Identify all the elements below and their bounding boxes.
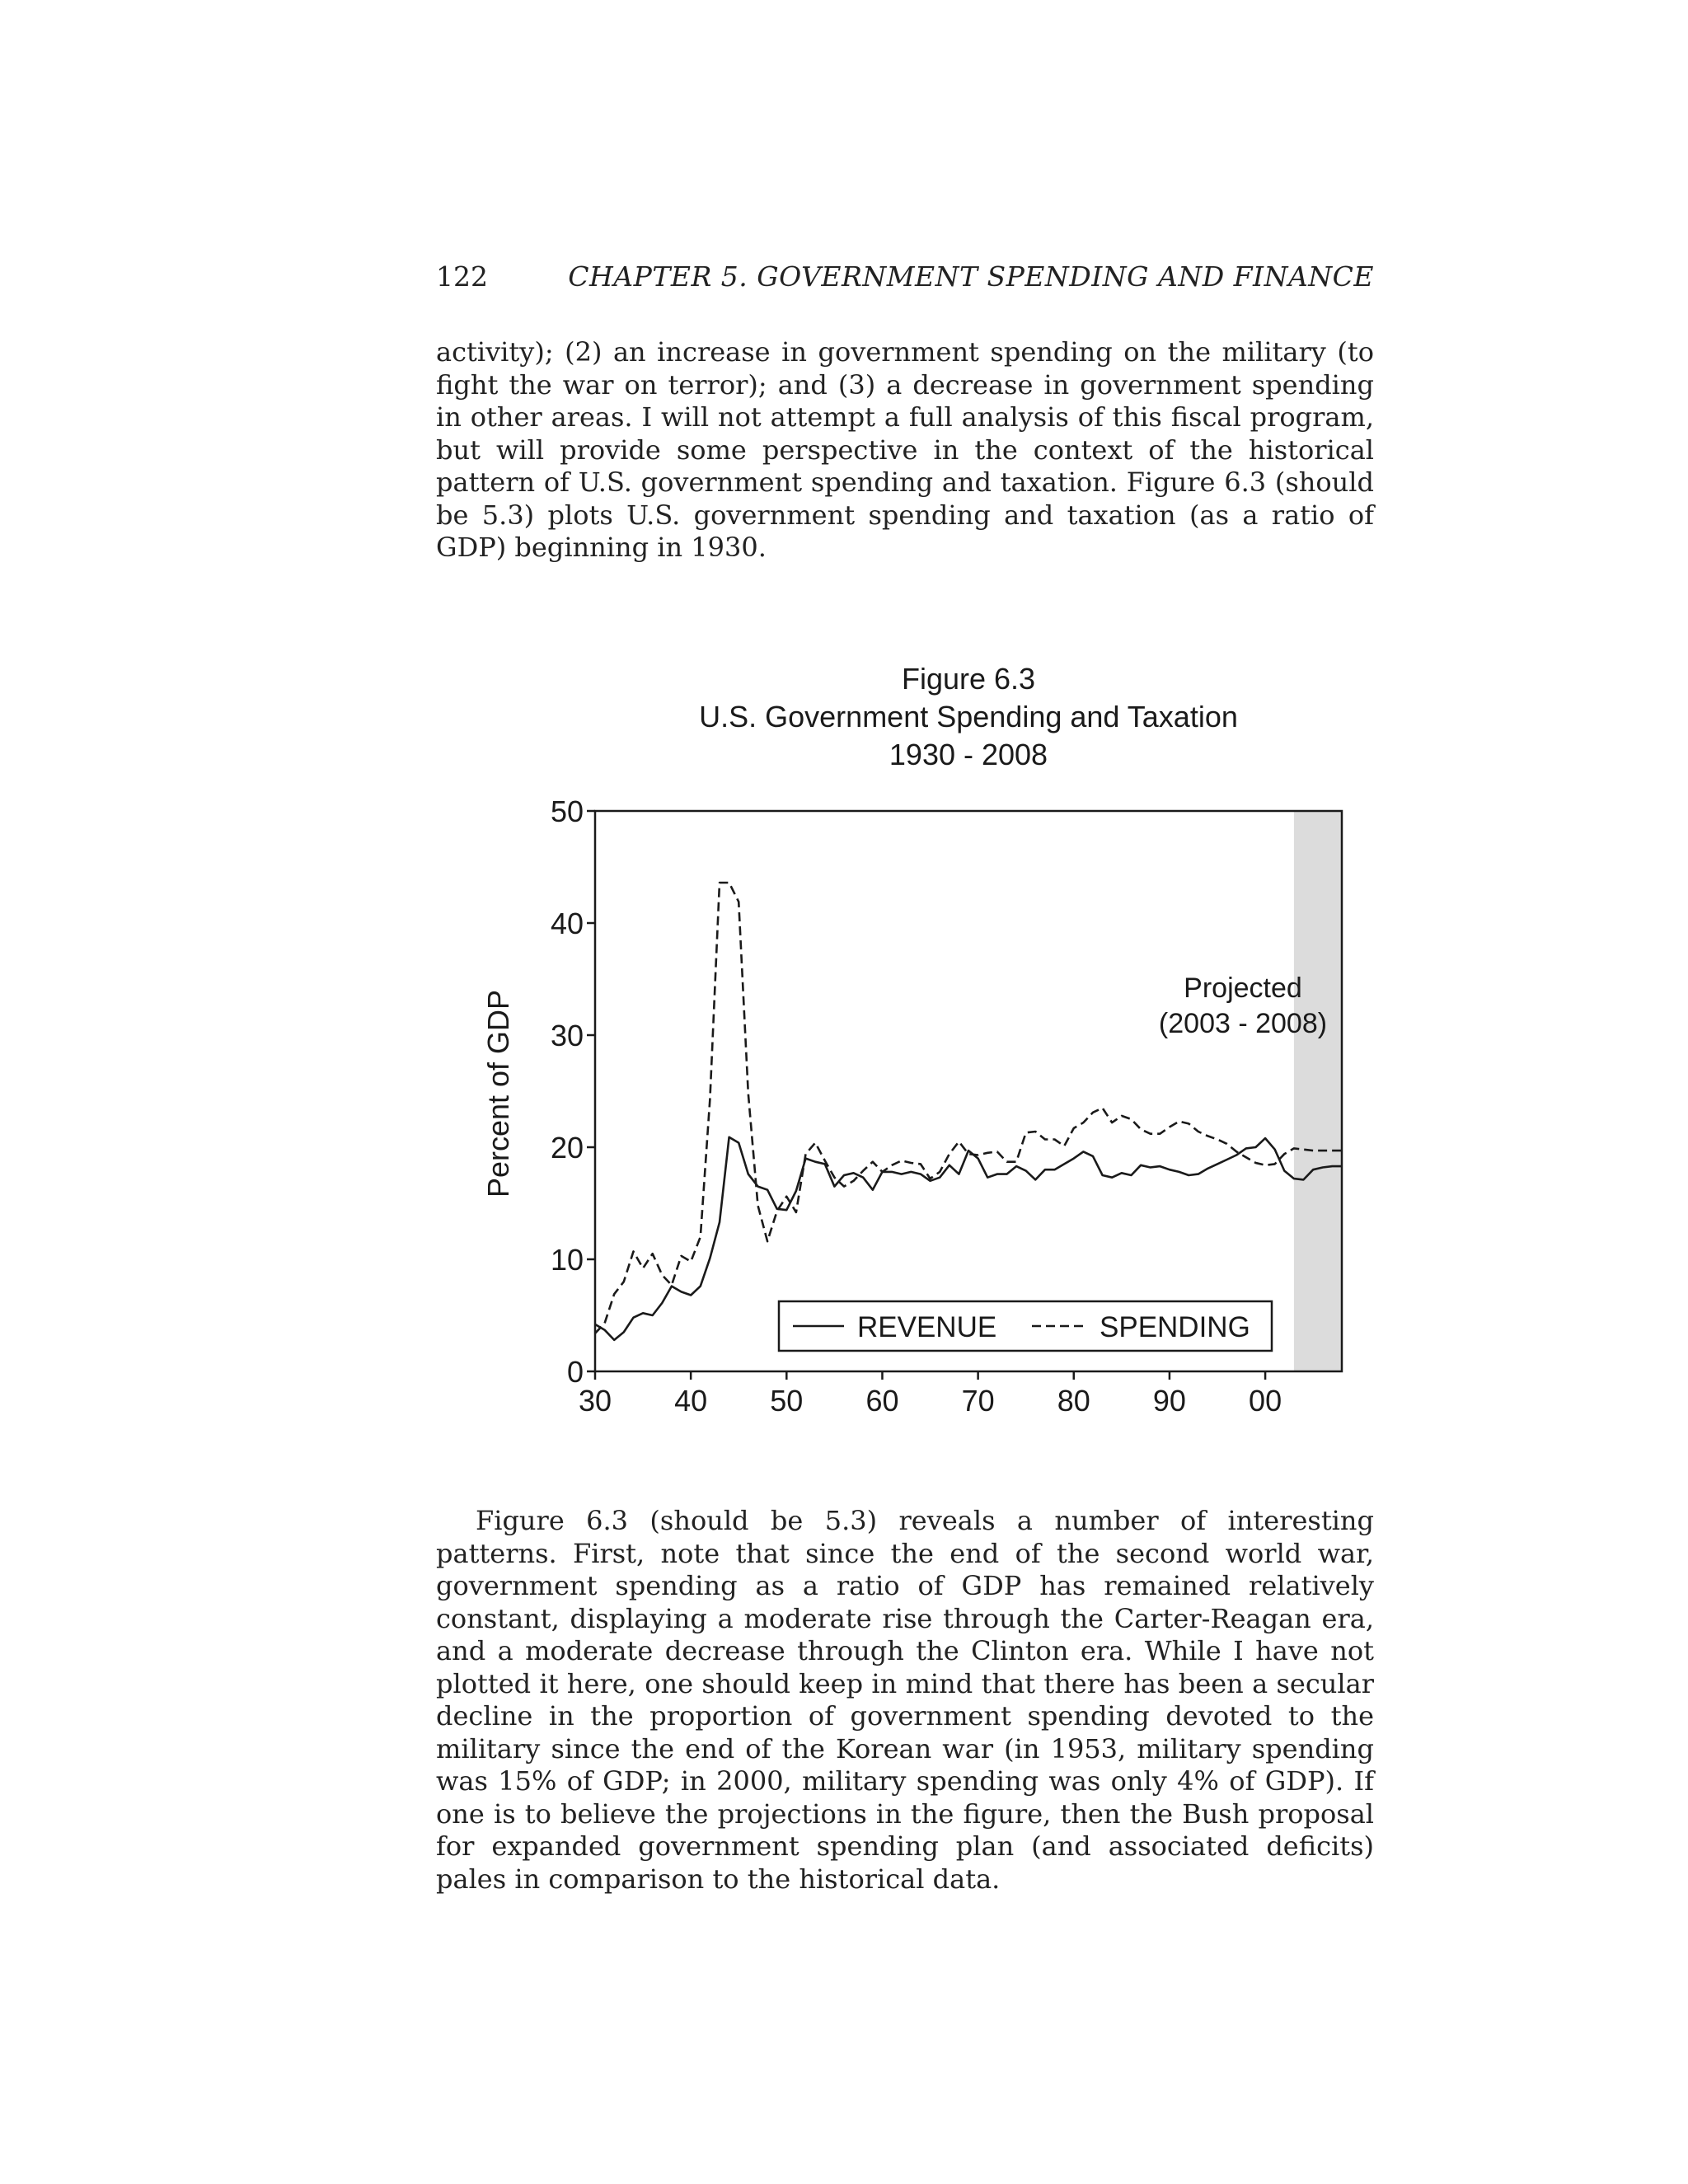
running-head: CHAPTER 5. GOVERNMENT SPENDING AND FINANCE	[568, 260, 1374, 293]
legend-revenue-label: REVENUE	[857, 1311, 997, 1343]
x-tick-label: 80	[1057, 1384, 1090, 1418]
page-number: 122	[436, 260, 488, 293]
chart-subtitle-line1: U.S. Government Spending and Taxation	[699, 700, 1238, 733]
y-tick-label: 50	[550, 794, 584, 828]
chart-legend	[779, 1301, 1272, 1351]
y-axis-label: Percent of GDP	[481, 989, 515, 1198]
discussion-paragraph: Figure 6.3 (should be 5.3) reveals a number of interesting patterns. First, note that since the end of the second world war, government spending as a ratio of GDP has remained relatively constant, displaying a moderate rise through the Carter-Reagan era, and a moderate decrease through the Clinton era. While I have not plotted it here, one should keep in mind that there has been a secular decline in the proportion of government spending devoted to the military since the end of the Korean war (in 1953, military spending was 15% of GDP; in 2000, military spending was only 4% of GDP). If one is to believe the projections in the figure, then the Bush proposal for expanded government spending plan (and associated deficits) pales in comparison to the historical data.	[436, 1505, 1374, 1895]
y-tick-label: 40	[550, 907, 584, 940]
projection-annotation-line2: (2003 - 2008)	[1158, 1008, 1328, 1039]
chart-subtitle-line2: 1930 - 2008	[889, 738, 1048, 771]
x-tick-label: 40	[674, 1384, 708, 1418]
projection-shade	[1294, 811, 1342, 1371]
y-tick-label: 10	[550, 1243, 584, 1277]
plot-frame	[595, 811, 1342, 1371]
chart-title: Figure 6.3	[901, 662, 1036, 696]
intro-paragraph: activity); (2) an increase in government spending on the military (to fight the war on terror); and (3) a decrease in government spending in other areas. I will not attempt a full analysis of this fiscal program, but will provide some perspective in the context of the historical pattern of U.S. government spending and taxation. Figure 6.3 (should be 5.3) plots U.S. government spending and taxation (as a ratio of GDP) beginning in 1930.	[436, 336, 1374, 563]
y-tick-label: 20	[550, 1131, 584, 1165]
projection-annotation-line1: Projected	[1184, 972, 1302, 1004]
x-tick-label: 30	[578, 1384, 612, 1418]
x-tick-label: 00	[1249, 1384, 1282, 1418]
x-tick-label: 90	[1152, 1384, 1186, 1418]
y-tick-label: 30	[550, 1019, 584, 1052]
x-tick-label: 70	[961, 1384, 995, 1418]
y-tick-label: 0	[566, 1355, 584, 1389]
x-tick-label: 60	[865, 1384, 899, 1418]
x-tick-label: 50	[770, 1384, 804, 1418]
legend-spending-label: SPENDING	[1100, 1311, 1250, 1343]
